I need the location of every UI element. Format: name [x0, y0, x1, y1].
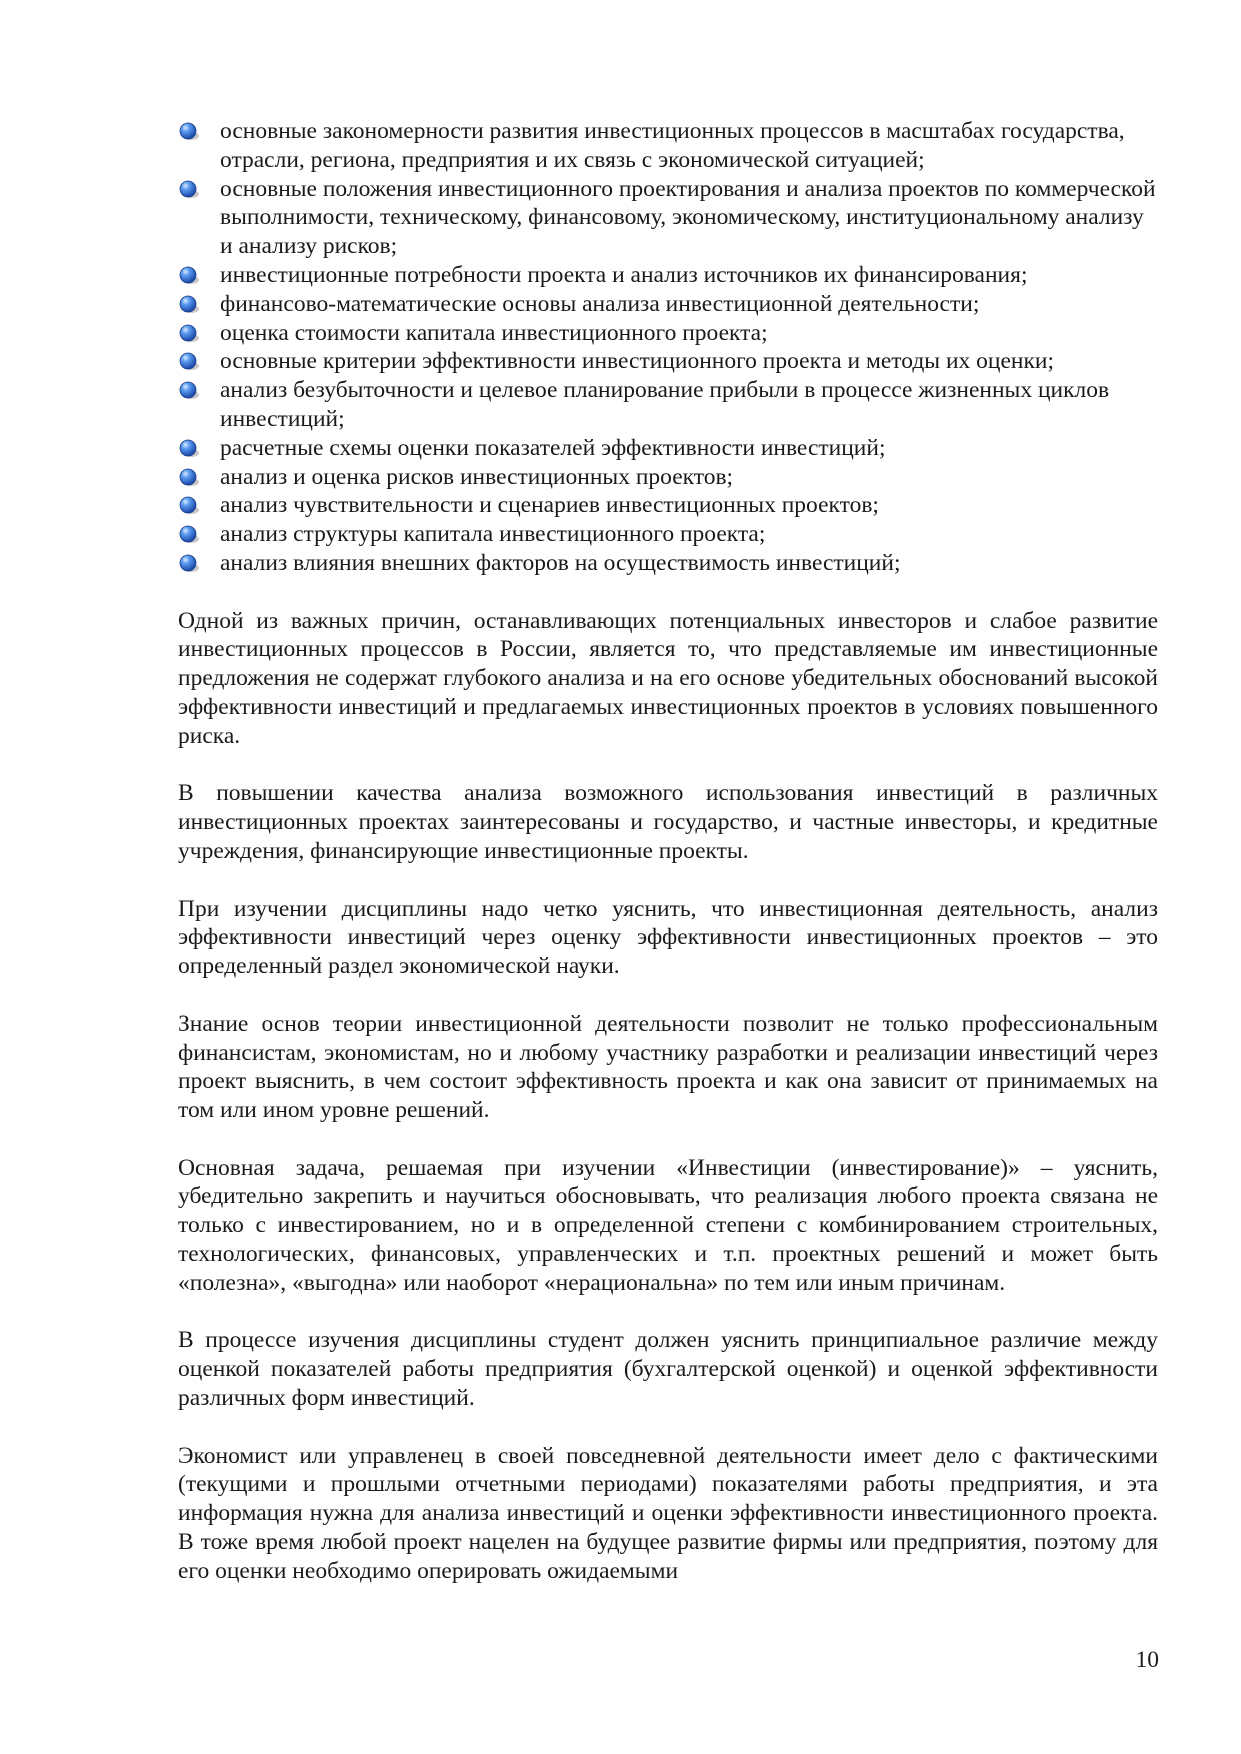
blue-sphere-bullet-icon: [178, 380, 200, 402]
blue-sphere-bullet-icon: [178, 323, 200, 345]
bullet-text: анализ влияния внешних факторов на осуществимость инвестиций;: [220, 549, 901, 576]
bullet-text: оценка стоимости капитала инвестиционного проекта;: [220, 319, 768, 346]
page-number: 10: [1135, 1647, 1159, 1673]
bullet-item-11: [178, 520, 1158, 549]
blue-sphere-bullet-icon: [178, 121, 200, 143]
body-paragraph-6: В процессе изучения дисциплины студент должен уяснить принципиальное различие между оценкой показателей работы предприятия (бухгалтерской оценкой) и оценкой эффективности различных форм инвестиций.: [178, 1327, 1158, 1412]
body-paragraph-5: Основная задача, решаемая при изучении «Инвестиции (инвестирование)» – уяснить, убедительно закрепить и научиться обосновывать, что реализация любого проекта связана не только с инвестированием, но и в определенной степени с комбинированием строительных, технологических, финансовых, управленческих и т.п. проектных решений и может быть «полезна», «выгодна» или наоборот «нерациональна» по тем или иным причинам.: [178, 1154, 1158, 1296]
bullet-item-3: [178, 261, 1158, 290]
bullet-text: инвестиционные потребности проекта и анализ источников их финансирования;: [220, 261, 1028, 288]
bullet-item-6: [178, 347, 1158, 376]
bullet-text: анализ и оценка рисков инвестиционных проектов;: [220, 463, 734, 490]
body-paragraph-2: В повышении качества анализа возможного использования инвестиций в различных инвестиционных проектах заинтересованы и государство, и частные инвесторы, и кредитные учреждения, финансирующие инвестиционные проекты.: [178, 780, 1158, 864]
bullet-item-7: [178, 376, 1158, 434]
bullet-item-4: [178, 290, 1158, 319]
bullet-text: анализ чувствительности и сценариев инвестиционных проектов;: [220, 492, 879, 519]
bullet-text: основные критерии эффективности инвестиционного проекта и методы их оценки;: [220, 348, 1054, 375]
bullet-text: основные положения инвестиционного проектирования и анализа проектов по коммерческой выполнимости, техническому, финансовому, экономическому, институциональному анализу и анализу рисков;: [220, 175, 1156, 260]
bullet-text: основные закономерности развития инвестиционных процессов в масштабах государства, отрасли, региона, предприятия и их связь с экономической ситуацией;: [220, 118, 1125, 173]
blue-sphere-bullet-icon: [178, 438, 200, 460]
blue-sphere-bullet-icon: [178, 553, 200, 575]
blue-sphere-bullet-icon: [178, 524, 200, 546]
bullet-text: расчетные схемы оценки показателей эффективности инвестиций;: [220, 434, 886, 461]
bullet-item-5: [178, 319, 1158, 348]
blue-sphere-bullet-icon: [178, 179, 200, 201]
bullet-text: анализ безубыточности и целевое планирование прибыли в процессе жизненных циклов инвестиций;: [220, 377, 1110, 432]
body-paragraph-1: Одной из важных причин, останавливающих потенциальных инвесторов и слабое развитие инвестиционных процессов в России, является то, что представляемые им инвестиционные предложения не содержат глубокого анализа и на его основе убедительных обоснований высокой эффективности инвестиций и предлагаемых инвестиционных проектов в условиях повышенного риска.: [178, 607, 1158, 749]
body-paragraph-3: При изучении дисциплины надо четко уяснить, что инвестиционная деятельность, анализ эффективности инвестиций через оценку эффективности инвестиционных проектов – это определенный раздел экономической науки.: [178, 895, 1158, 980]
bullet-item-9: [178, 463, 1158, 492]
bullet-text: финансово-математические основы анализа инвестиционной деятельности;: [220, 290, 980, 317]
body-paragraph-7: Экономист или управленец в своей повседневной деятельности имеет дело с фактическими (текущими и прошлыми отчетными периодами) показателями работы предприятия, и эта информация нужна для анализа инвестиций и оценки эффективности инвестиционного проекта. В тоже время любой проект нацелен на будущее развитие фирмы или предприятия, поэтому для его оценки необходимо оперировать ожидаемыми: [178, 1442, 1158, 1584]
topic-bullet-list: [178, 117, 1158, 578]
body-paragraph-4: Знание основ теории инвестиционной деятельности позволит не только профессиональным финансистам, экономистам, но и любому участнику разработки и реализации инвестиций через проект выяснить, в чем состоит эффективность проекта и как она зависит от принимаемых на том или ином уровне решений.: [178, 1010, 1158, 1124]
bullet-item-1: [178, 117, 1158, 175]
bullet-item-10: [178, 491, 1158, 520]
blue-sphere-bullet-icon: [178, 495, 200, 517]
body-paragraphs: [178, 607, 1158, 1586]
bullet-item-2: [178, 175, 1158, 261]
bullet-item-12: [178, 549, 1158, 578]
blue-sphere-bullet-icon: [178, 265, 200, 287]
bullet-item-8: [178, 434, 1158, 463]
blue-sphere-bullet-icon: [178, 294, 200, 316]
blue-sphere-bullet-icon: [178, 467, 200, 489]
blue-sphere-bullet-icon: [178, 351, 200, 373]
bullet-text: анализ структуры капитала инвестиционного проекта;: [220, 521, 766, 548]
document-page: [178, 117, 1158, 1586]
